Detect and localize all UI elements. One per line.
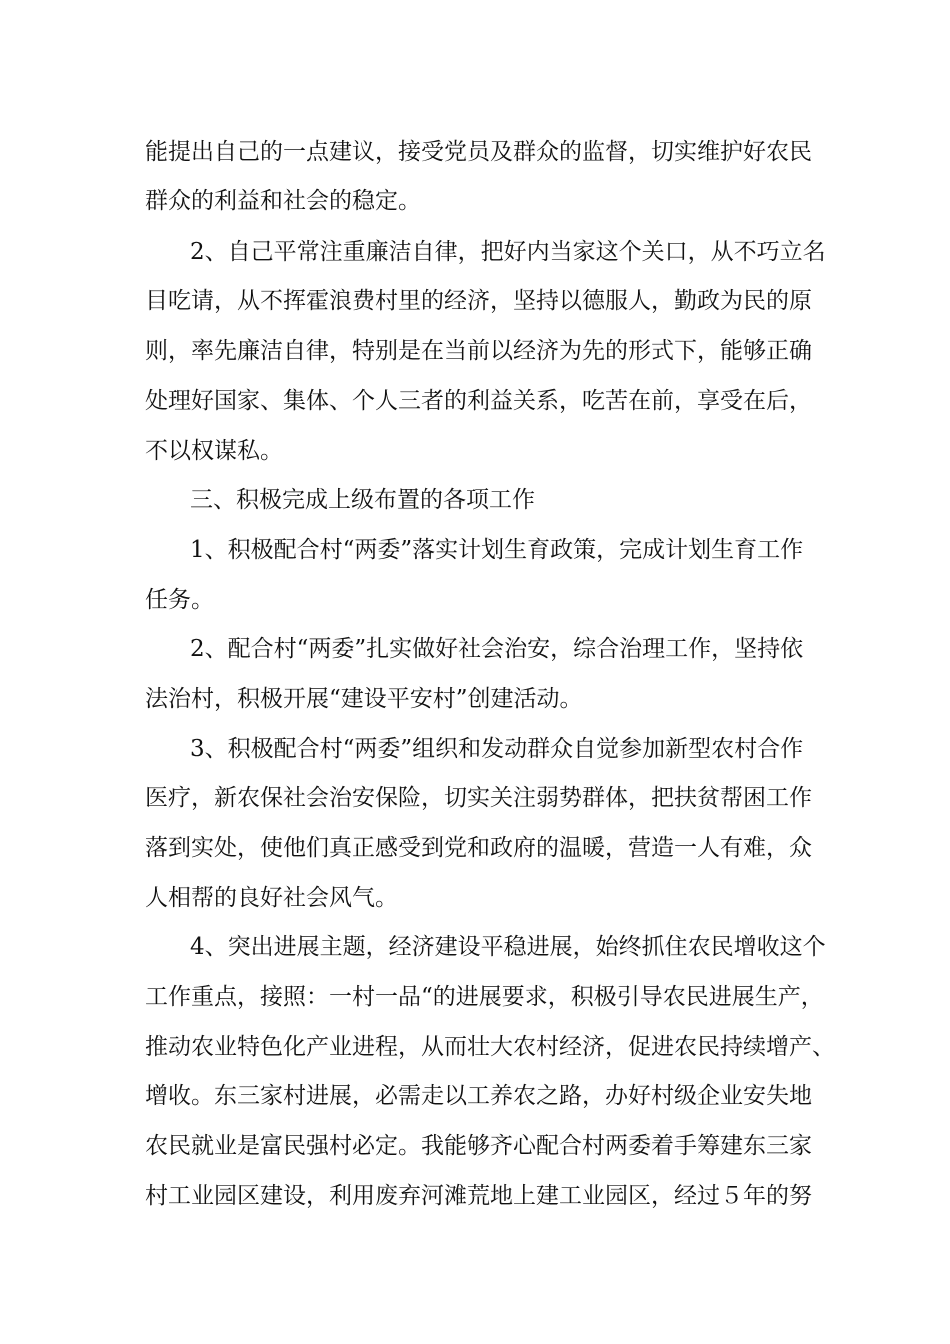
text-line: 4、突出进展主题，经济建设平稳进展，始终抓住农民增收这个 [190, 934, 826, 960]
text-line: 能提出自己的一点建议，接受党员及群众的监督，切实维护好农民 [145, 139, 812, 165]
text-line: 增收。东三家村进展，必需走以工养农之路，办好村级企业安失地 [145, 1083, 812, 1109]
text-line: 处理好国家、集体、个人三者的利益关系，吃苦在前，享受在后， [145, 388, 812, 414]
text-line: 不以权谋私。 [145, 438, 283, 464]
text-line: 则，率先廉洁自律，特别是在当前以经济为先的形式下，能够正确 [145, 338, 812, 364]
text-line: 工作重点，接照：一村一品“的进展要求，积极引导农民进展生产， [145, 984, 824, 1010]
text-line: 任务。 [145, 587, 214, 613]
section-heading: 三、积极完成上级布置的各项工作 [190, 487, 535, 513]
text-line: 人相帮的良好社会风气。 [145, 885, 398, 911]
text-line: 落到实处，使他们真正感受到党和政府的温暖，营造一人有难，众 [145, 835, 812, 861]
text-line: 农民就业是富民强村必定。我能够齐心配合村两委着手筹建东三家 [145, 1133, 812, 1159]
text-line: 群众的利益和社会的稳定。 [145, 188, 421, 214]
text-line: 村工业园区建设，利用废弃河滩荒地上建工业园区，经过５年的努 [145, 1183, 812, 1209]
text-line: 医疗，新农保社会治安保险，切实关注弱势群体，把扶贫帮困工作 [145, 785, 812, 811]
text-line: 2、配合村“两委”扎实做好社会治安，综合治理工作，坚持依 [190, 636, 804, 662]
text-line: 1、积极配合村“两委”落实计划生育政策，完成计划生育工作 [190, 537, 804, 563]
text-line: 2、自己平常注重廉洁自律，把好内当家这个关口，从不巧立名 [190, 239, 826, 265]
text-line: 推动农业特色化产业进程，从而壮大农村经济，促进农民持续增产、 [145, 1034, 835, 1060]
text-line: 3、积极配合村“两委”组织和发动群众自觉参加新型农村合作 [190, 736, 804, 762]
text-line: 法治村，积极开展“建设平安村”创建活动。 [145, 686, 583, 712]
text-line: 目吃请，从不挥霍浪费村里的经济，坚持以德服人，勤政为民的原 [145, 288, 812, 314]
